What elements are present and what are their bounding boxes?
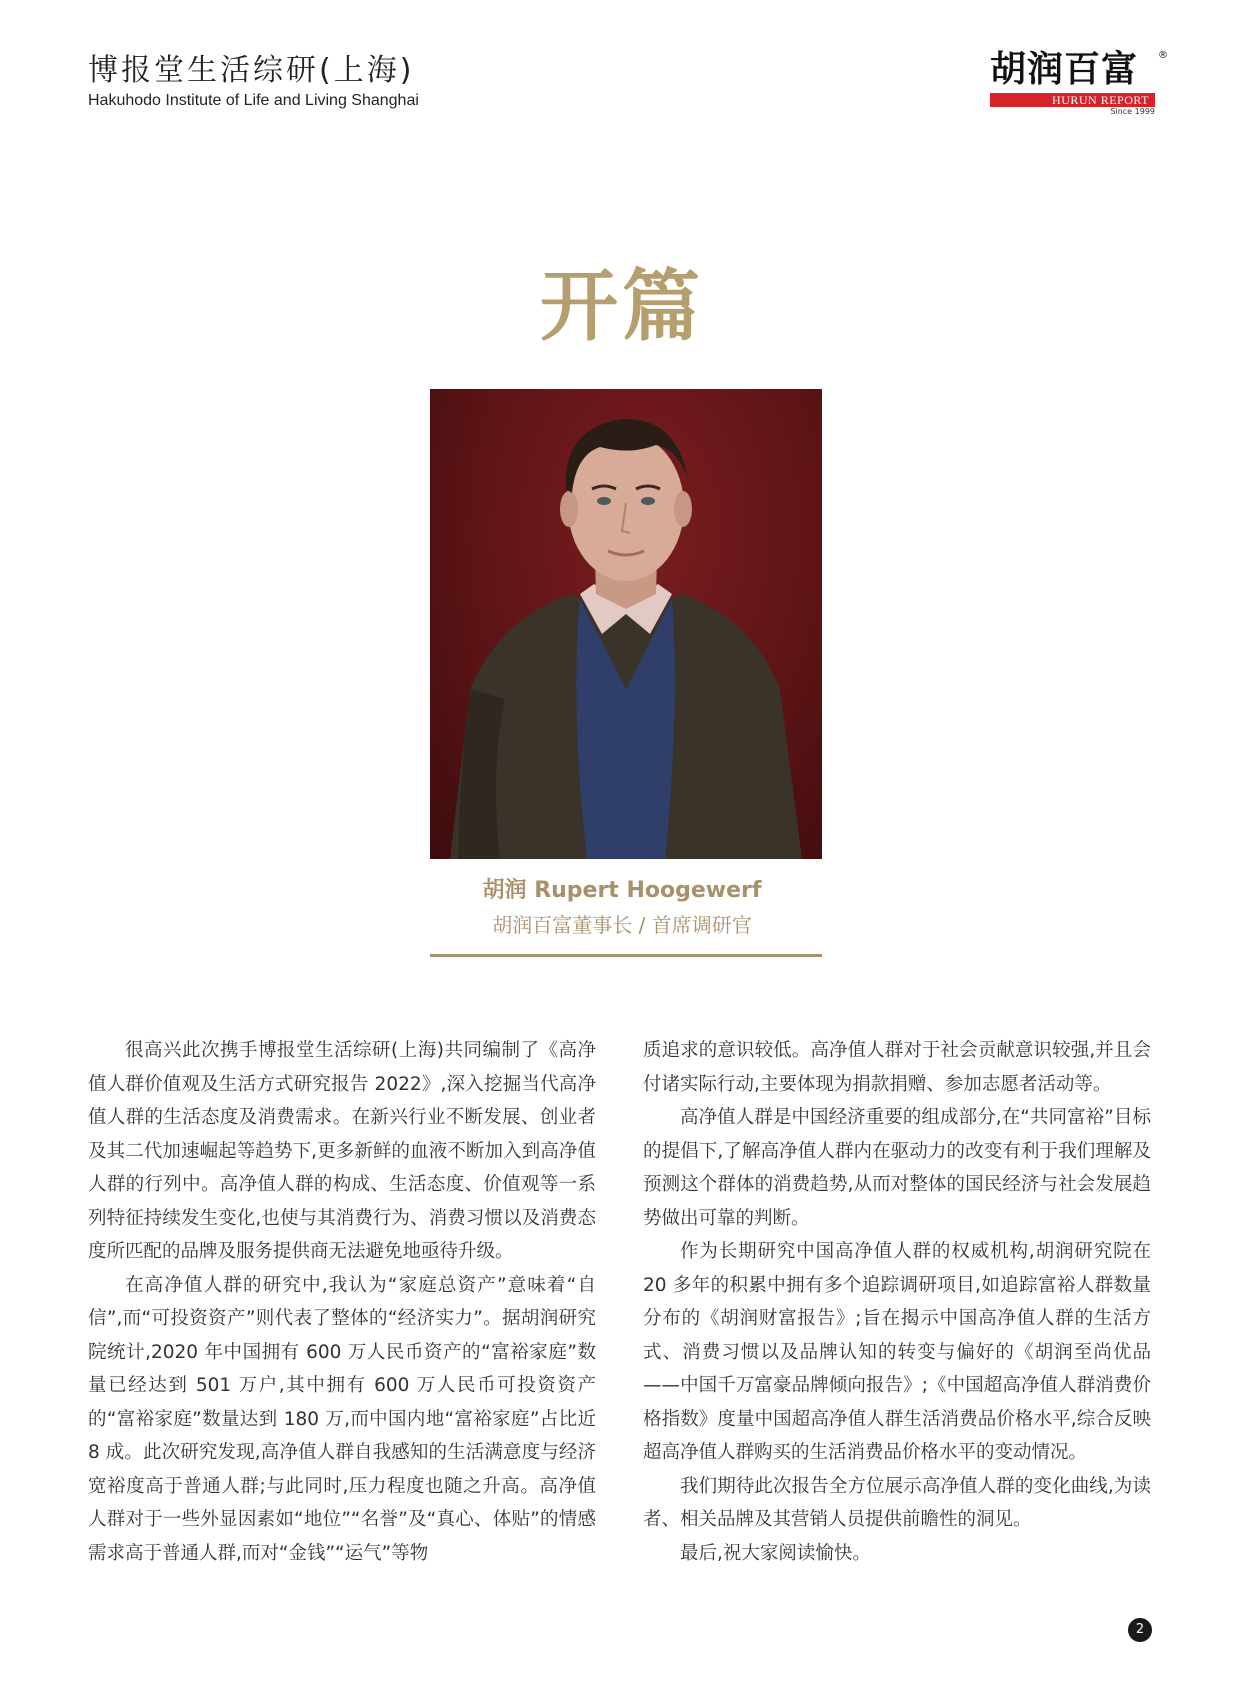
portrait-illustration bbox=[430, 389, 822, 859]
paragraph: 我们期待此次报告全方位展示高净值人群的变化曲线,为读者、相关品牌及其营销人员提供前瞻性的洞见。 bbox=[643, 1475, 1151, 1530]
brand-block bbox=[88, 52, 419, 110]
paragraph: 最后,祝大家阅读愉快。 bbox=[680, 1542, 871, 1564]
page-number: 2 bbox=[1128, 1618, 1152, 1642]
body-column-right bbox=[643, 1034, 1151, 1570]
portrait-photo bbox=[430, 389, 822, 859]
paragraph: 很高兴此次携手博报堂生活综研(上海)共同编制了《高净值人群价值观及生活方式研究报告 2022》,深入挖掘当代高净值人群的生活态度及消费需求。在新兴行业不断发展、创业者及其二代加速崛起等趋势下,更多新鲜的血液不断加入到高净值人群的行列中。高净值人群的构成、生活态度、价值观等一系列特征持续发生变化,也使与其消费行为、消费习惯以及消费态度所匹配的品牌及服务提供商无法避免地亟待升级。 bbox=[88, 1040, 596, 1262]
caption-divider bbox=[430, 954, 822, 957]
brand-name-cn: 博报堂生活综研(上海) bbox=[88, 53, 415, 88]
hurun-logo-since: Since 1999 bbox=[1110, 107, 1155, 116]
paragraph: 作为长期研究中国高净值人群的权威机构,胡润研究院在 20 多年的积累中拥有多个追踪调研项目,如追踪富裕人群数量分布的《胡润财富报告》;旨在揭示中国高净值人群的生活方式、消费习惯以及品牌认知的转变与偏好的《胡润至尚优品——中国千万富豪品牌倾向报告》;《中国超高净值人群消费价格指数》度量中国超高净值人群生活消费品价格水平,综合反映超高净值人群购买的生活消费品价格水平的变动情况。 bbox=[643, 1241, 1151, 1463]
caption-role: 胡润百富董事长 / 首席调研官 bbox=[492, 913, 752, 937]
page-title: 开篇 bbox=[539, 262, 704, 352]
paragraph-continued: 质追求的意识较低。高净值人群对于社会贡献意识较强,并且会付诸实际行动,主要体现为捐款捐赠、参加志愿者活动等。 bbox=[643, 1040, 1151, 1095]
paragraph: 高净值人群是中国经济重要的组成部分,在“共同富裕”目标的提倡下,了解高净值人群内在驱动力的改变有利于我们理解及预测这个群体的消费趋势,从而对整体的国民经济与社会发展趋势做出可靠的判断。 bbox=[643, 1107, 1151, 1229]
hurun-logo-en: HURUN REPORT bbox=[990, 93, 1155, 107]
brand-name-en: Hakuhodo Institute of Life and Living Shanghai bbox=[88, 92, 419, 109]
paragraph: 在高净值人群的研究中,我认为“家庭总资产”意味着“自信”,而“可投资资产”则代表了整体的“经济实力”。据胡润研究院统计,2020 年中国拥有 600 万人民币资产的“富裕家庭”数量已经达到 501 万户,其中拥有 600 万人民币可投资资产的“富裕家庭”数量达到 180 万,而中国内地“富裕家庭”占比近 8 成。此次研究发现,高净值人群自我感知的生活满意度与经济宽裕度高于普通人群;与此同时,压力程度也随之升高。高净值人群对于一些外显因素如“地位”“名誉”及“真心、体贴”的情感需求高于普通人群,而对“金钱”“运气”等物 bbox=[88, 1274, 596, 1564]
body-column-left bbox=[88, 1034, 596, 1570]
registered-mark: ® bbox=[1158, 50, 1168, 61]
hurun-logo bbox=[990, 49, 1168, 120]
hurun-logo-cn: 胡润百富 bbox=[990, 49, 1139, 90]
caption-name: 胡润 Rupert Hoogewerf bbox=[482, 878, 762, 903]
